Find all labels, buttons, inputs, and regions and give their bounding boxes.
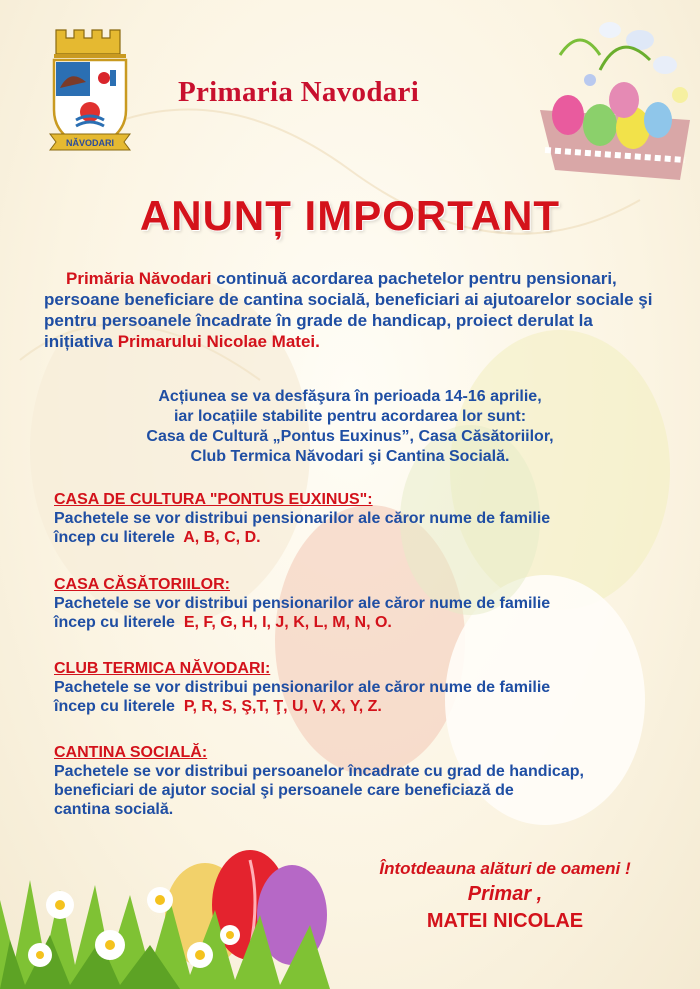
section-casa-casatoriilor (54, 575, 664, 632)
navodari-coat-of-arms (46, 26, 134, 154)
intro-body: continuă acordarea pachetelor pentru pensionari, persoane beneficiare de cantina socială, beneficiari ai ajutoarelor sociale şi pentru persoanele încadrate în grade de handicap, proiect derulat la inițiativa (44, 269, 653, 351)
motto: Întotdeauna alături de oameni ! (379, 859, 631, 878)
intro-institution: Primăria Năvodari (66, 269, 212, 288)
section-text: încep cu literele (54, 614, 175, 631)
section-cantina-sociala (54, 743, 664, 819)
section-text: Pachetele se vor distribui pensionarilor ale căror nume de familie (54, 510, 551, 527)
main-title: ANUNȚ IMPORTANT (139, 192, 561, 239)
signature-block (330, 857, 680, 935)
section-heading: CASA CĂSĂTORIILOR: (54, 576, 230, 593)
section-text: Pachetele se vor distribui persoanelor încadrate cu grad de handicap, (54, 763, 584, 780)
signature-name: MATEI NICOLAE (426, 910, 584, 932)
section-letters: P, R, S, Ş,T, Ţ, U, V, X, Y, Z. (183, 698, 382, 715)
action-paragraph (40, 387, 660, 467)
action-line: iar locațiile stabilite pentru acordarea lor sunt: (173, 408, 527, 425)
section-letters: E, F, G, H, I, J, K, L, M, N, O. (183, 614, 392, 631)
section-text: cantina socială. (54, 801, 174, 818)
intro-mayor: Primarului Nicolae Matei. (117, 332, 320, 351)
action-line: Acțiunea se va desfăşura în perioada 14-16 aprilie, (158, 388, 542, 405)
section-text: încep cu literele (54, 698, 175, 715)
section-heading: CANTINA SOCIALĂ: (54, 744, 208, 761)
logo-ribbon-text: NĂVODARI (65, 138, 115, 148)
section-club-termica (54, 659, 664, 716)
section-heading: CASA DE CULTURA "PONTUS EUXINUS": (54, 491, 373, 508)
header-title: Primaria Navodari (178, 76, 420, 108)
section-text: Pachetele se vor distribui pensionarilor ale căror nume de familie (54, 679, 551, 696)
section-text: beneficiari de ajutor social şi persoanele care beneficiază de (54, 782, 514, 799)
section-text: Pachetele se vor distribui pensionarilor ale căror nume de familie (54, 595, 551, 612)
signature-role: Primar , (467, 883, 543, 905)
section-heading: CLUB TERMICA NĂVODARI: (54, 660, 271, 677)
action-line: Casa de Cultură „Pontus Euxinus”, Casa Căsătoriilor, (146, 428, 554, 445)
section-letters: A, B, C, D. (183, 529, 261, 546)
egg-basket-image (540, 22, 690, 180)
section-casa-de-cultura (54, 490, 664, 547)
grass-eggs-image (0, 850, 330, 989)
section-text: încep cu literele (54, 529, 175, 546)
intro-paragraph (44, 268, 656, 352)
action-line: Club Termica Năvodari şi Cantina Socială. (190, 448, 510, 465)
